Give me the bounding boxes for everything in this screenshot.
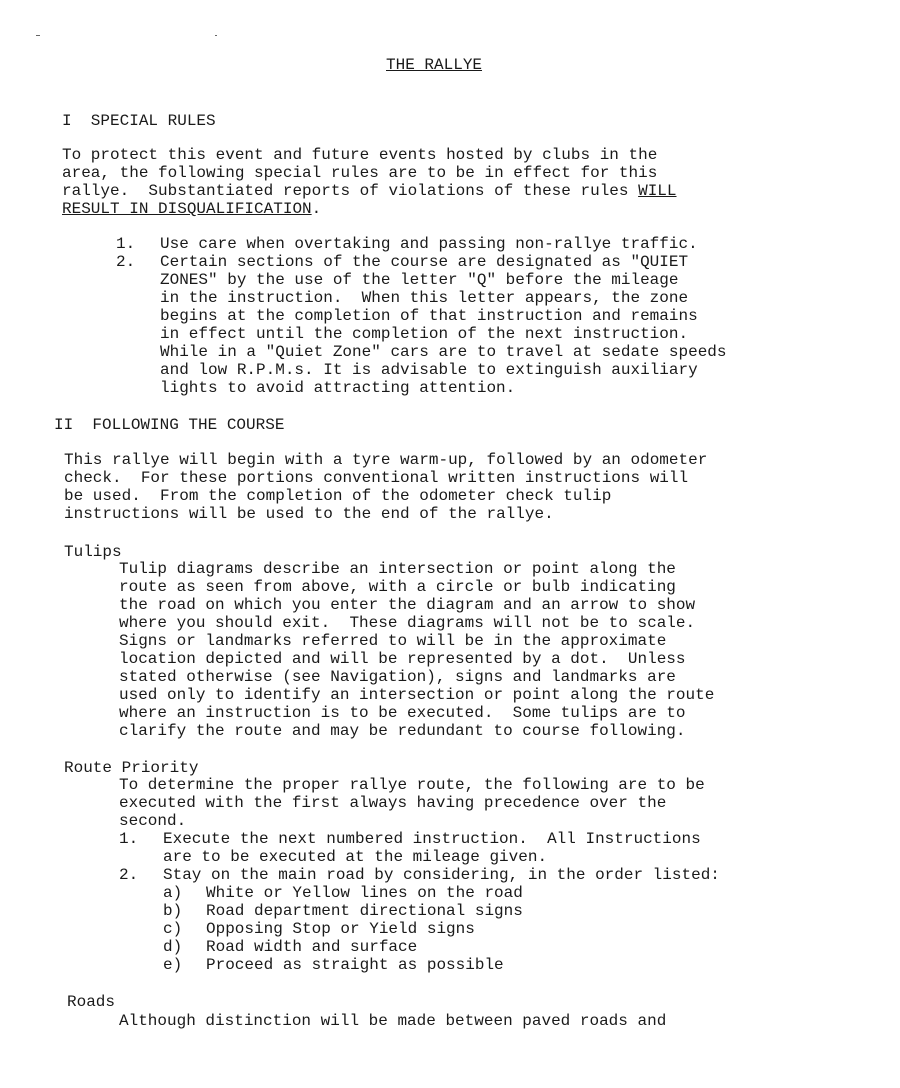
- list-number: 1.: [116, 235, 136, 253]
- emphasis-text: RESULT IN DISQUALIFICATION: [62, 200, 312, 218]
- sub-list-letter: c): [163, 920, 183, 938]
- paragraph-line: Signs or landmarks referred to will be in the approximate: [119, 632, 667, 650]
- paragraph-line: To determine the proper rallye route, the following are to be: [119, 776, 705, 794]
- sub-list-item: Proceed as straight as possible: [206, 956, 504, 974]
- section-heading-special-rules: I SPECIAL RULES: [62, 112, 216, 130]
- paragraph-line: where an instruction is to be executed. Some tulips are to: [119, 704, 686, 722]
- paragraph-line: executed with the first always having precedence over the: [119, 794, 667, 812]
- paragraph-line: stated otherwise (see Navigation), signs and landmarks are: [119, 668, 676, 686]
- list-item-line: in effect until the completion of the next instruction.: [160, 325, 689, 343]
- sub-list-letter: b): [163, 902, 183, 920]
- sub-list-letter: e): [163, 956, 183, 974]
- list-number: 2.: [119, 866, 139, 884]
- paragraph-line: Tulip diagrams describe an intersection or point along the: [119, 560, 676, 578]
- paragraph-line: area, the following special rules are to be in effect for this: [62, 164, 658, 182]
- paragraph-line: Although distinction will be made between paved roads and: [119, 1012, 667, 1030]
- scan-speck: [36, 35, 40, 36]
- paragraph-line: used only to identify an intersection or point along the route: [119, 686, 715, 704]
- list-item-line: lights to avoid attracting attention.: [160, 379, 516, 397]
- list-item-line: Execute the next numbered instruction. All Instructions: [163, 830, 701, 848]
- list-number: 2.: [116, 253, 136, 271]
- sub-list-letter: d): [163, 938, 183, 956]
- sub-list-item: Road width and surface: [206, 938, 418, 956]
- paragraph-line: check. For these portions conventional written instructions will: [64, 469, 689, 487]
- document-title: THE RALLYE: [386, 56, 483, 74]
- list-item: Use care when overtaking and passing non-rallye traffic.: [160, 235, 698, 253]
- paragraph-line: clarify the route and may be redundant to course following.: [119, 722, 686, 740]
- list-item-line: ZONES" by the use of the letter "Q" before the mileage: [160, 271, 679, 289]
- paragraph-line: This rallye will begin with a tyre warm-up, followed by an odometer: [64, 451, 708, 469]
- emphasis-text: WILL: [638, 182, 677, 200]
- subheading-tulips: Tulips: [64, 543, 122, 561]
- subheading-roads: Roads: [67, 993, 116, 1011]
- sub-list-item: Opposing Stop or Yield signs: [206, 920, 475, 938]
- text-segment: rallye. Substantiated reports of violations of these rules: [62, 182, 639, 200]
- paragraph-line: [62, 200, 321, 218]
- list-number: 1.: [119, 830, 139, 848]
- sub-list-item: Road department directional signs: [206, 902, 523, 920]
- paragraph-line: To protect this event and future events hosted by clubs in the: [62, 146, 658, 164]
- paragraph-line: be used. From the completion of the odometer check tulip: [64, 487, 612, 505]
- list-item-line: in the instruction. When this letter appears, the zone: [160, 289, 689, 307]
- sub-list-letter: a): [163, 884, 183, 902]
- sub-list-item: White or Yellow lines on the road: [206, 884, 523, 902]
- text-segment: .: [311, 200, 322, 218]
- paragraph-line: location depicted and will be represented by a dot. Unless: [119, 650, 686, 668]
- paragraph-line: the road on which you enter the diagram and an arrow to show: [119, 596, 696, 614]
- paragraph-line: where you should exit. These diagrams will not be to scale.: [119, 614, 696, 632]
- section-heading-following-course: II FOLLOWING THE COURSE: [54, 416, 285, 434]
- paragraph-line: [62, 182, 677, 200]
- paragraph-line: instructions will be used to the end of the rallye.: [64, 505, 554, 523]
- list-item-line: While in a "Quiet Zone" cars are to travel at sedate speeds: [160, 343, 727, 361]
- list-item-line: and low R.P.M.s. It is advisable to extinguish auxiliary: [160, 361, 698, 379]
- paragraph-line: second.: [119, 812, 187, 830]
- list-item: Stay on the main road by considering, in the order listed:: [163, 866, 720, 884]
- list-item-line: are to be executed at the mileage given.: [163, 848, 548, 866]
- list-item-line: Certain sections of the course are designated as "QUIET: [160, 253, 689, 271]
- subheading-route-priority: Route Priority: [64, 759, 199, 777]
- list-item-line: begins at the completion of that instruction and remains: [160, 307, 698, 325]
- scan-speck: [215, 35, 217, 36]
- paragraph-line: route as seen from above, with a circle or bulb indicating: [119, 578, 676, 596]
